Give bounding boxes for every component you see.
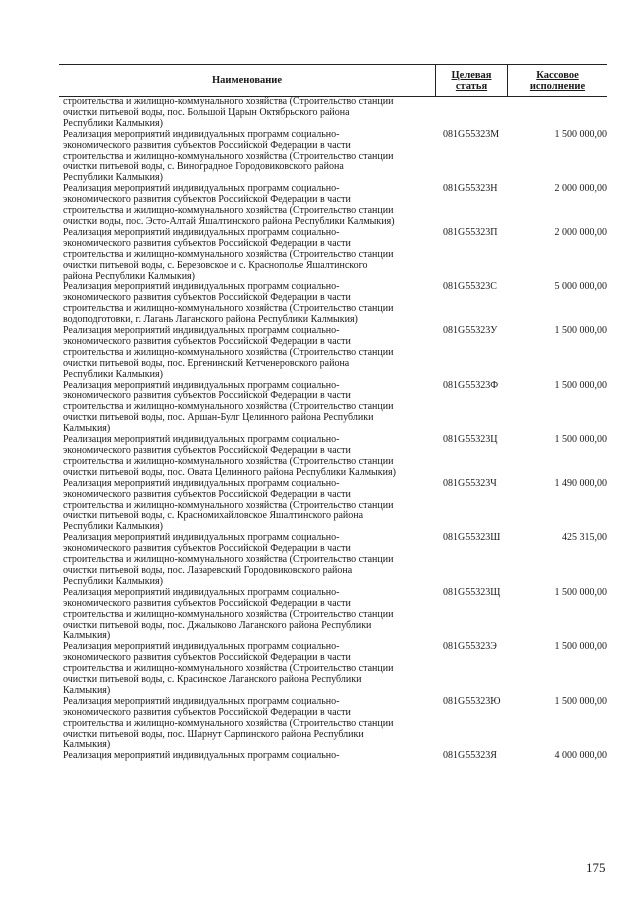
- table-row: [59, 588, 607, 643]
- table-body: [59, 97, 607, 762]
- row-name-line: экономического развития субъектов Российской Федерации в части: [63, 194, 351, 206]
- row-name-line: Калмыкия): [63, 423, 111, 435]
- row-name-line: строительства и жилищно-коммунального хозяйства (Строительство станции: [63, 346, 394, 358]
- row-name-line: Реализация мероприятий индивидуальных программ социально-: [63, 326, 340, 337]
- row-name-cell: [59, 326, 435, 381]
- row-name-line: очистки питьевой воды, пос. Аршан-Булг Целинного района Республики: [63, 412, 374, 424]
- row-name-cell: [59, 642, 435, 697]
- row-code-cell: 081G55323Щ: [443, 586, 501, 598]
- row-code-cell: 081G55323Н: [443, 183, 498, 195]
- row-amount-cell: 1 500 000,00: [554, 586, 607, 598]
- table-row: [59, 228, 607, 283]
- column-header-amount-line1: Кассовое: [536, 69, 579, 81]
- row-name-line: Реализация мероприятий индивидуальных программ социально-: [63, 533, 340, 544]
- row-code-cell: 081G55323Ю: [443, 695, 501, 707]
- row-name-cell: [59, 479, 435, 534]
- row-name-line: строительства и жилищно-коммунального хозяйства (Строительство станции: [63, 717, 394, 729]
- table-row: [59, 184, 607, 228]
- row-name-line: экономического развития субъектов Российской Федерации в части: [63, 390, 351, 402]
- column-header-code-line2: статья: [455, 80, 488, 92]
- row-amount-cell: 1 500 000,00: [554, 325, 607, 337]
- row-name-cell: [59, 130, 435, 185]
- row-name-line: Реализация мероприятий индивидуальных программ социально-: [63, 184, 340, 195]
- row-name-cell: [59, 228, 435, 283]
- row-name-line: экономического развития субъектов Российской Федерации в части: [63, 335, 351, 347]
- budget-table: [59, 64, 607, 762]
- row-amount-cell: [531, 97, 607, 130]
- row-code-cell: 081G55323П: [443, 226, 498, 238]
- row-name-line: Реализация мероприятий индивидуальных программ социально-: [63, 478, 340, 489]
- table-header: [59, 64, 607, 97]
- column-header-code: [436, 65, 508, 96]
- table-row: [59, 326, 607, 381]
- row-name-line: Реализация мероприятий индивидуальных программ социально-: [63, 751, 340, 762]
- row-name-line: Реализация мероприятий индивидуальных программ социально-: [63, 642, 340, 653]
- table-row: [59, 97, 607, 130]
- row-name-line: строительства и жилищно-коммунального хозяйства (Строительство станции: [63, 248, 394, 260]
- row-name-line: водоподготовки, г. Лагань Лаганского района Республики Калмыкия): [63, 314, 358, 326]
- row-amount-cell: 4 000 000,00: [554, 750, 607, 762]
- row-name-line: строительства и жилищно-коммунального хозяйства (Строительство станции: [63, 150, 394, 162]
- column-header-amount-line2: исполнение: [529, 80, 586, 92]
- row-name-line: очистки питьевой воды, пос. Ергенинский Кетченеровского района: [63, 357, 350, 369]
- row-name-line: строительства и жилищно-коммунального хозяйства (Строительство станции: [63, 401, 394, 413]
- row-name-cell: [59, 697, 435, 752]
- row-name-line: строительства и жилищно-коммунального хозяйства (Строительство станции: [63, 205, 394, 217]
- row-name-line: строительства и жилищно-коммунального хозяйства (Строительство станции: [63, 608, 394, 620]
- column-header-name: [59, 65, 436, 96]
- row-name-line: очистки питьевой воды, пос. Лазаревский Городовиковского района: [63, 564, 353, 576]
- row-code-cell: 081G55323Ш: [443, 532, 501, 544]
- row-amount-cell: 1 500 000,00: [554, 641, 607, 653]
- table-row: [59, 479, 607, 534]
- row-name-line: Реализация мероприятий индивидуальных программ социально-: [63, 696, 340, 707]
- row-name-line: экономического развития субъектов Российской Федерации в части: [63, 597, 351, 609]
- row-name-line: экономического развития субъектов Российской Федерации в части: [63, 139, 351, 151]
- row-name-line: строительства и жилищно-коммунального хозяйства (Строительство станции: [63, 303, 394, 315]
- row-name-line: Реализация мероприятий индивидуальных программ социально-: [63, 227, 340, 238]
- row-name-line: Республики Калмыкия): [63, 575, 163, 587]
- row-amount-cell: 1 500 000,00: [554, 695, 607, 707]
- row-name-line: Реализация мероприятий индивидуальных программ социально-: [63, 380, 340, 391]
- table-row: [59, 642, 607, 697]
- row-name-cell: [59, 588, 435, 643]
- row-name-cell: [59, 184, 435, 228]
- table-row: [59, 381, 607, 436]
- table-row: [59, 282, 607, 326]
- row-code-cell: 081G55323С: [443, 281, 497, 293]
- column-header-code-line1: Целевая: [451, 69, 492, 81]
- row-name-line: Реализация мероприятий индивидуальных программ социально-: [63, 587, 340, 598]
- page-number: 175: [586, 860, 606, 875]
- row-name-line: очистки питьевой воды, пос. Овата Целинного района Республики Калмыкия): [63, 466, 396, 478]
- row-amount-cell: 425 315,00: [562, 532, 607, 544]
- row-name-line: очистки питьевой воды, пос. Большой Царын Октябрьского района: [63, 106, 350, 118]
- row-amount-cell: 5 000 000,00: [554, 281, 607, 293]
- row-name-line: района Республики Калмыкия): [63, 270, 195, 282]
- table-row: [59, 130, 607, 185]
- table-row: [59, 697, 607, 752]
- row-name-line: очистки воды, пос. Эсто-Алтай Яшалтинского района Республики Калмыкия): [63, 215, 395, 227]
- row-name-line: Республики Калмыкия): [63, 521, 163, 533]
- row-name-line: очистки питьевой воды, пос. Джалыково Лаганского района Республики: [63, 619, 372, 631]
- row-amount-cell: 1 490 000,00: [554, 477, 607, 489]
- row-name-cell: [59, 435, 435, 479]
- row-name-line: Республики Калмыкия): [63, 172, 163, 184]
- row-code-cell: 081G55323Э: [443, 641, 497, 653]
- row-name-line: Калмыкия): [63, 739, 111, 751]
- row-name-line: строительства и жилищно-коммунального хозяйства (Строительство станции: [63, 663, 394, 675]
- row-amount-cell: 1 500 000,00: [554, 379, 607, 391]
- row-name-line: экономического развития субъектов Российской Федерации в части: [63, 237, 351, 249]
- row-name-cell: [59, 381, 435, 436]
- row-amount-cell: 2 000 000,00: [554, 183, 607, 195]
- row-name-line: очистки питьевой воды, с. Виноградное Городовиковского района: [63, 161, 344, 173]
- row-name-line: очистки питьевой воды, с. Красномихайловское Яшалтинского района: [63, 510, 364, 522]
- row-name-line: экономического развития субъектов Российской Федерации в части: [63, 445, 351, 456]
- row-name-line: Реализация мероприятий индивидуальных программ социально-: [63, 282, 340, 293]
- row-code-cell: 081G55323Ц: [443, 434, 498, 446]
- row-name-line: очистки питьевой воды, пос. Шарнут Сарпинского района Республики: [63, 728, 364, 740]
- row-name-line: экономического развития субъектов Российской Федерации в части: [63, 292, 351, 304]
- row-code-cell: 081G55323Ч: [443, 477, 497, 489]
- row-code-cell: 081G55323Я: [443, 750, 497, 762]
- row-name-cell: [59, 97, 435, 130]
- row-name-line: экономического развития субъектов Российской Федерации в части: [63, 706, 351, 718]
- column-header-amount: [508, 65, 607, 96]
- table-row: [59, 435, 607, 479]
- row-name-line: Калмыкия): [63, 684, 111, 696]
- row-name-cell: [59, 282, 435, 326]
- row-name-cell: [59, 533, 435, 588]
- row-name-cell: [59, 751, 435, 762]
- row-name-line: очистки питьевой воды, с. Красинское Лаганского района Республики: [63, 674, 362, 686]
- table-row: [59, 533, 607, 588]
- row-name-line: экономического развития субъектов Российской Федерации в части: [63, 488, 351, 500]
- column-header-name-label: Наименование: [212, 75, 282, 86]
- table-row: [59, 751, 607, 762]
- row-name-line: строительства и жилищно-коммунального хозяйства (Строительство станции: [63, 97, 394, 107]
- row-name-line: очистки питьевой воды, с. Березовское и с. Краснополье Яшалтинского: [63, 259, 368, 271]
- row-code-cell: 081G55323Ф: [443, 379, 499, 391]
- row-code-cell: 081G55323М: [443, 128, 500, 140]
- row-name-line: экономического развития субъектов Российской Федерации в части: [63, 652, 351, 664]
- row-name-line: строительства и жилищно-коммунального хозяйства (Строительство станции: [63, 554, 394, 566]
- row-name-line: Калмыкия): [63, 630, 111, 642]
- row-code-cell: [435, 97, 531, 130]
- row-code-cell: 081G55323У: [443, 325, 498, 337]
- row-name-line: строительства и жилищно-коммунального хозяйства (Строительство станции: [63, 499, 394, 511]
- row-name-line: Республики Калмыкия): [63, 368, 163, 380]
- row-amount-cell: 2 000 000,00: [554, 226, 607, 238]
- row-amount-cell: 1 500 000,00: [554, 128, 607, 140]
- row-name-line: Реализация мероприятий индивидуальных программ социально-: [63, 129, 340, 140]
- row-name-line: Реализация мероприятий индивидуальных программ социально-: [63, 435, 340, 446]
- row-name-line: экономического развития субъектов Российской Федерации в части: [63, 543, 351, 555]
- row-name-line: строительства и жилищно-коммунального хозяйства (Строительство станции: [63, 455, 394, 467]
- row-amount-cell: 1 500 000,00: [554, 434, 607, 446]
- row-name-line: Республики Калмыкия): [63, 117, 163, 129]
